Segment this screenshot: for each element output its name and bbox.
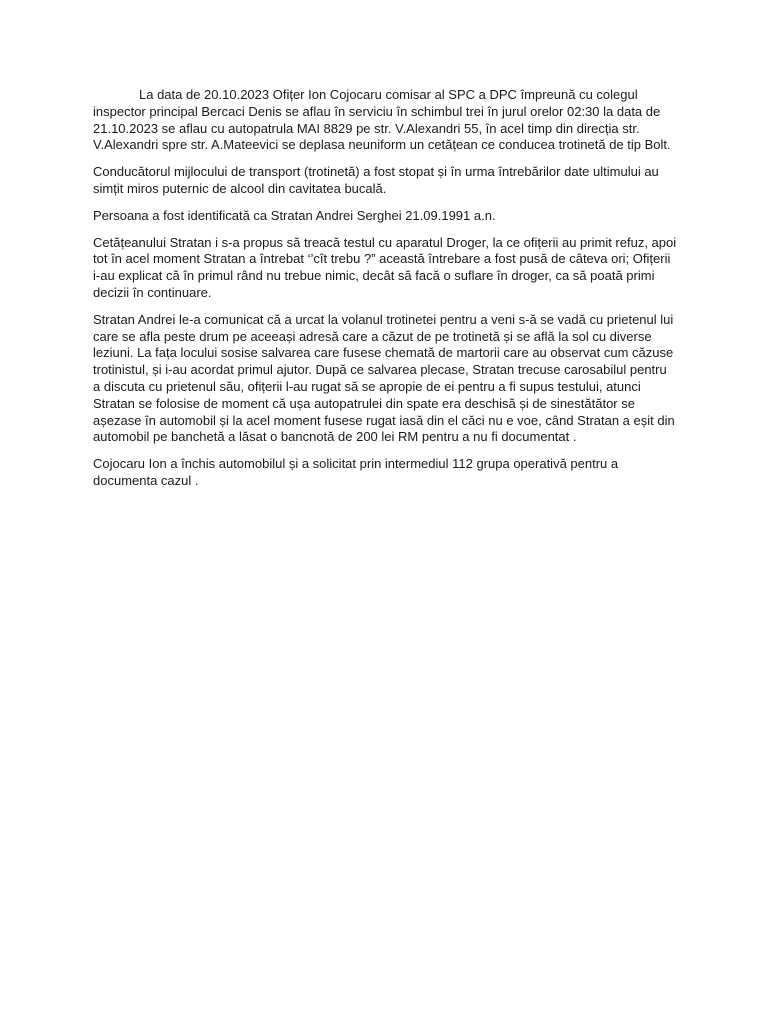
paragraph-test-refusal: Cetățeanului Stratan i s-a propus să treacă testul cu aparatul Droger, la ce ofițerii au primit refuz, apoi tot în acel moment Stratan a întrebat ‘’cît trebu ?” această întrebare a fost pusă de câteva ori; Ofițerii i-au explicat că în primul rând nu trebue nimic, decât să facă o suflare în droger, ca să poată primi decizii în continuare. <box>93 234 677 300</box>
paragraph-identification: Persoana a fost identificată ca Stratan Andrei Serghei 21.09.1991 a.n. <box>93 207 496 223</box>
paragraph-stop: Conducătorul mijlocului de transport (trotinetă) a fost stopat și în urma întrebărilor date ultimului au simțit miros puternic de alcool din cavitatea bucală. <box>93 164 659 196</box>
paragraph-conclusion: Cojocaru Ion a închis automobilul și a solicitat prin intermediul 112 grupa operativă pentru a documenta cazul . <box>93 456 619 488</box>
document-body <box>93 87 677 500</box>
paragraph-statement: Stratan Andrei le-a comunicat că a urcat la volanul trotinetei pentru a veni s-ă se vadă cu prietenul lui care se afla peste drum pe aceeași adresă care a căzut de pe trotinetă și se află la sol cu diverse leziuni. La fața locului sosise salvarea care fusese chemată de martorii care au observat cum căzuse trotinistul, și i-au acordat primul ajutor. După ce salvarea plecase, Stratan trecuse carosabilul pentru a discuta cu prietenul său, ofițerii l-au rugat să se apropie de ei pentru a fi supus testului, atunci Stratan se folosise de moment că ușa autopatrulei din spate era deschisă și de sinestătător se așezase în automobil și la acel moment fusese rugat iasă din el căci nu e voe, când Stratan a eșit din automobil pe banchetă a lăsat o bancnotă de 200 lei RM pentru a nu fi documentat . <box>93 311 675 445</box>
paragraph-incident-intro: La data de 20.10.2023 Ofițer Ion Cojocaru comisar al SPC a DPC împreună cu colegul inspector principal Bercaci Denis se aflau în serviciu în schimbul trei în jurul orelor 02:30 la data de 21.10.2023 se aflau cu autopatrula MAI 8829 pe str. V.Alexandri 55, în acel timp din direcția str. V.Alexandri spre str. A.Mateevici se deplasa neuniform un cetățean ce conducea trotinetă de tip Bolt. <box>93 87 671 153</box>
